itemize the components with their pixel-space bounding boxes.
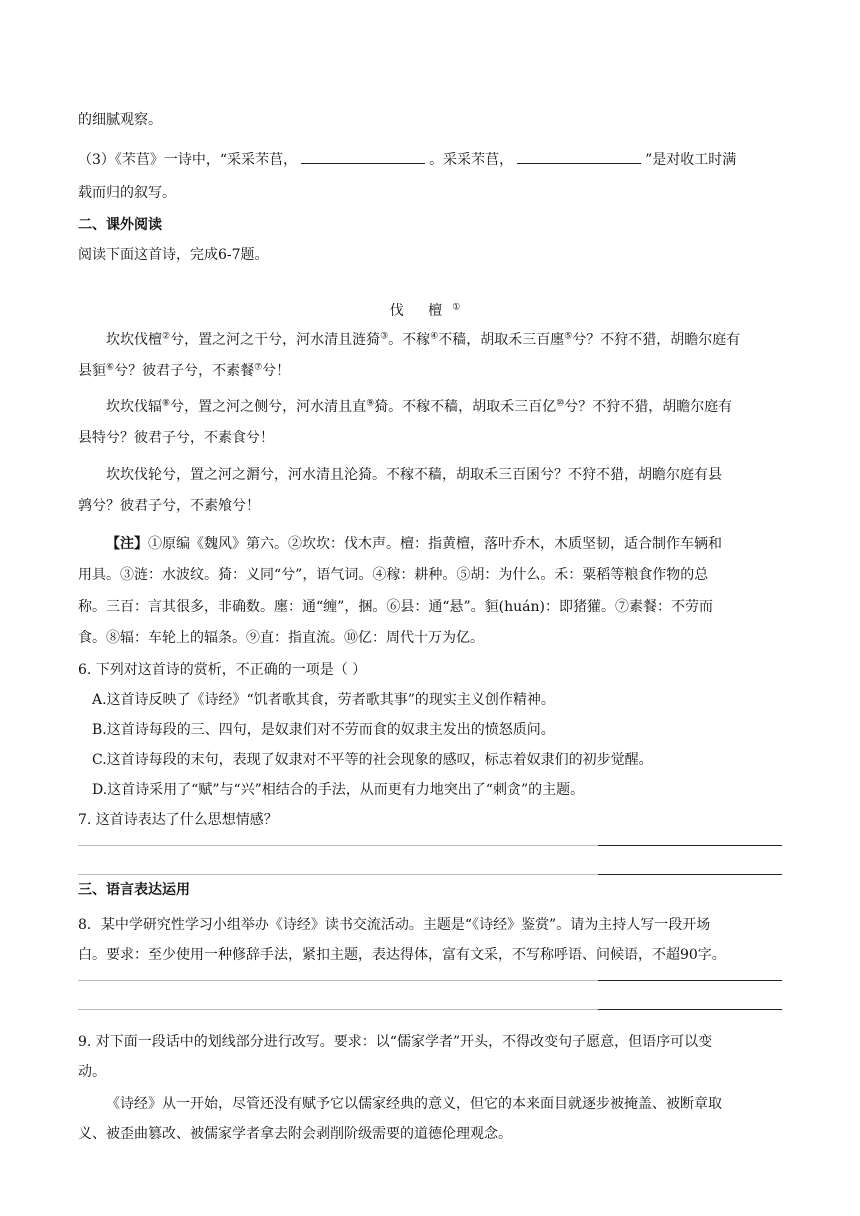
answer-line-end [598, 845, 782, 846]
question-9: 9. 对下面一段话中的划线部分进行改写。要求：以“儒家学者”开头，不得改变句子愿意，但语序可以变 [78, 1034, 713, 1050]
note-line: 【注】①原编《魏风》第六。②坎坎：伐木声。檀：指黄檀，落叶乔木，木质坚韧，适合制作车辆和 [106, 536, 722, 552]
instruction: 阅读下面这首诗，完成6-7题。 [78, 247, 269, 263]
section-heading: 二、课外阅读 [78, 217, 162, 233]
question-6: 6. 下列对这首诗的赏析，不正确的一项是（ ） [78, 662, 367, 678]
question-8: 白。要求：至少使用一种修辞手法，紧扣主题，表达得体，富有文采，不写称呼语、问候语，不超90字。 [78, 947, 726, 963]
passage-line: 《诗经》从一开始，尽管还没有赋予它以儒家经典的意义，但它的本来面目就逐步被掩盖、被断章取 [106, 1096, 722, 1112]
answer-blank[interactable] [301, 149, 425, 164]
text-line: 的细腻观察。 [78, 112, 162, 128]
poem-line: 坎坎伐辐⑧兮，置之河之侧兮，河水清且直⑨猗。不稼不穑，胡取禾三百亿⑩兮？不狩不猎，胡瞻尔庭有 [106, 398, 733, 415]
poem-line: 县特兮？彼君子兮，不素食兮！ [78, 430, 274, 446]
question-9: 动。 [78, 1064, 106, 1080]
question-3-line: （3）《芣苢》一诗中，“采采芣苢， 。采采芣苢， ”是对收工时满 [78, 149, 736, 170]
note-line: 称。三百：言其很多，非确数。廛：通“缠”，捆。⑥县：通“悬”。貆(huán)：即猪獾。⑦素餐：不劳而 [78, 599, 713, 615]
answer-line-end [598, 1009, 782, 1010]
question-8: 8．某中学研究性学习小组举办《诗经》读书交流活动。主题是“《诗经》鉴赏”。请为主持人写一段开场 [78, 917, 711, 933]
text-line: 载而归的叙写。 [78, 185, 176, 201]
question-7: 7. 这首诗表达了什么思想情感？ [78, 812, 278, 828]
poem-line: 坎坎伐檀②兮，置之河之干兮，河水清且涟猗③。不稼④不穑，胡取禾三百廛⑤兮？不狩不猎，胡瞻尔庭有 [106, 331, 741, 348]
option-a[interactable]: A.这首诗反映了《诗经》“饥者歌其食，劳者歌其事”的现实主义创作精神。 [92, 692, 555, 708]
poem-line: 县貆⑥兮？彼君子兮，不素餐⑦兮！ [78, 362, 291, 379]
poem-line: 鹑兮？彼君子兮，不素飧兮！ [78, 498, 260, 514]
answer-line-end [598, 874, 782, 875]
passage-line: 义、被歪曲篡改、被儒家学者拿去附会剥削阶级需要的道德伦理观念。 [78, 1126, 512, 1142]
note-line: 食。⑧辐：车轮上的辐条。⑨直：指直流。⑩亿：周代十万为亿。 [78, 630, 484, 646]
answer-blank[interactable] [517, 149, 641, 164]
answer-line-end [598, 980, 782, 981]
note-line: 用具。③涟：水波纹。猗：义同“兮”，语气词。④稼：耕种。⑤胡：为什么。禾：粟稻等粮食作物的总 [78, 567, 709, 583]
option-b[interactable]: B.这首诗每段的三、四句，是奴隶们对不劳而食的奴隶主发出的愤怒质问。 [92, 722, 555, 738]
section-heading: 三、语言表达运用 [78, 882, 190, 898]
option-d[interactable]: D.这首诗采用了“赋”与“兴”相结合的手法，从而更有力地突出了“刺贪”的主题。 [92, 782, 585, 798]
option-c[interactable]: C.这首诗每段的末句，表现了奴隶对不平等的社会现象的感叹，标志着奴隶们的初步觉醒。 [92, 752, 653, 768]
poem-title: 伐 檀① [389, 302, 471, 319]
poem-line: 坎坎伐轮兮，置之河之漘兮，河水清且沦猗。不稼不穑，胡取禾三百囷兮？不狩不猎，胡瞻尔庭有县 [106, 467, 722, 483]
